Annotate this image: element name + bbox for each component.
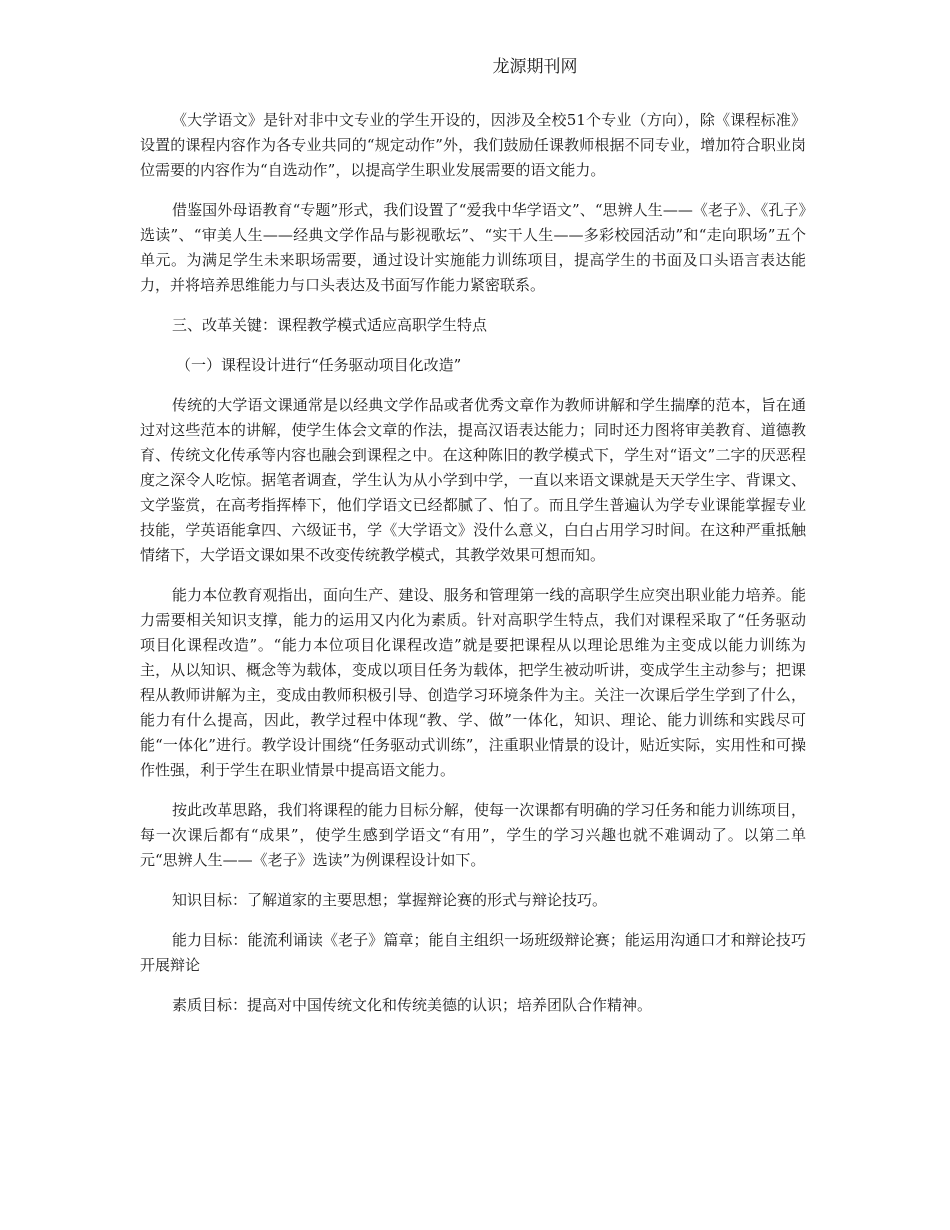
paragraph-course-intro: 《大学语文》是针对非中文专业的学生开设的，因涉及全校51个专业（方向），除《课程标准》设置的课程内容作为各专业共同的“规定动作”外，我们鼓励任课教师根据不同专业，增加符合职业岗位需要的内容作为“自选动作”，以提高学生职业发展需要的语文能力。 (140, 111, 806, 179)
section-heading: 三、改革关键：课程教学模式适应高职学生特点 (172, 316, 488, 334)
article-body (140, 108, 806, 1033)
paragraph-traditional-teaching: 传统的大学语文课通常是以经典文学作品或者优秀文章作为教师讲解和学生揣摩的范本，旨在通过对这些范本的讲解，使学生体会文章的作法，提高汉语表达能力；同时还力图将审美教育、道德教育、传统文化传承等内容也融会到课程之中。在这种陈旧的教学模式下，学生对“语文”二字的厌恶程度之深令人吃惊。据笔者调查，学生认为从小学到中学，一直以来语文课就是天天学生字、背课文、文学鉴赏，在高考指挥棒下，他们学语文已经都腻了、怕了。而且学生普遍认为学专业课能掌握专业技能，学英语能拿四、六级证书，学《大学语文》没什么意义，白白占用学习时间。在这种严重抵触情绪下，大学语文课如果不改变传统教学模式，其教学效果可想而知。 (140, 396, 806, 564)
ability-objective: 能力目标：能流利诵读《老子》篇章；能自主组织一场班级辩论赛；能运用沟通口才和辩论技巧开展辩论 (140, 931, 806, 974)
subsection-heading: （一）课程设计进行“任务驱动项目化改造” (176, 356, 462, 374)
journal-site-header: 龙源期刊网 (492, 57, 578, 77)
paragraph-reform-approach: 按此改革思路，我们将课程的能力目标分解，使每一次课都有明确的学习任务和能力训练项目，每一次课后都有“成果”，使学生感到学语文“有用”，学生的学习兴趣也就不难调动了。以第二单元“思辨人生——《老子》选读”为例课程设计如下。 (140, 801, 806, 869)
knowledge-objective: 知识目标：了解道家的主要思想；掌握辩论赛的形式与辩论技巧。 (172, 891, 608, 909)
paragraph-thematic-units: 借鉴国外母语教育“专题”形式，我们设置了“爱我中华学语文”、“思辨人生——《老子》、《孔子》选读”、“审美人生——经典文学作品与影视歌坛”、“实干人生——多彩校园活动”和“走向职场”五个单元。为满足学生未来职场需要，通过设计实施能力训练项目，提高学生的书面及口头语言表达能力，并将培养思维能力与口头表达及书面写作能力紧密联系。 (140, 201, 806, 294)
paragraph-competency-based: 能力本位教育观指出，面向生产、建设、服务和管理第一线的高职学生应突出职业能力培养。能力需要相关知识支撑，能力的运用又内化为素质。针对高职学生特点，我们对课程采取了“任务驱动项目化课程改造”。“能力本位项目化课程改造”就是要把课程从以理论思维为主变成以能力训练为主，从以知识、概念等为载体，变成以项目任务为载体，把学生被动听讲，变成学生主动参与；把课程从教师讲解为主，变成由教师积极引导、创造学习环境条件为主。关注一次课后学生学到了什么，能力有什么提高，因此，教学过程中体现“教、学、做”一体化，知识、理论、能力训练和实践尽可能“一体化”进行。教学设计围绕“任务驱动式训练”，注重职业情景的设计，贴近实际，实用性和可操作性强，利于学生在职业情景中提高语文能力。 (140, 586, 806, 779)
quality-objective: 素质目标：提高对中国传统文化和传统美德的认识；培养团队合作精神。 (172, 996, 653, 1014)
